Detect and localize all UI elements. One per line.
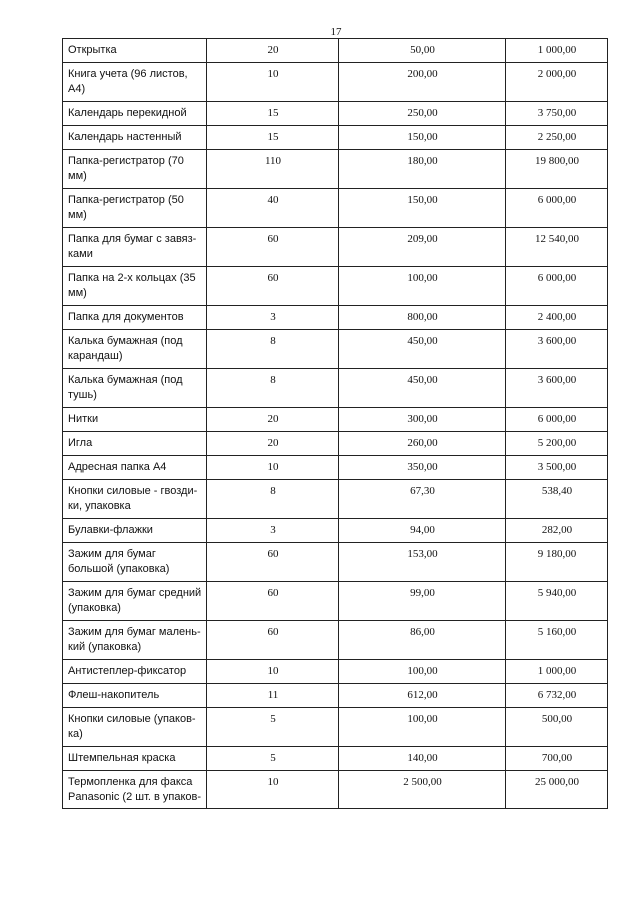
item-name-cell: Кнопки силовые - гвозди-ки, упаковка — [63, 480, 207, 519]
item-quantity-cell: 11 — [207, 684, 339, 708]
table-row — [63, 330, 608, 369]
item-price-cell: 800,00 — [339, 306, 506, 330]
items-table — [62, 38, 608, 809]
item-price-cell: 140,00 — [339, 747, 506, 771]
item-price-cell: 99,00 — [339, 582, 506, 621]
table-row — [63, 684, 608, 708]
item-price-cell: 153,00 — [339, 543, 506, 582]
item-total-cell: 3 750,00 — [506, 102, 608, 126]
item-name-cell: Флеш-накопитель — [63, 684, 207, 708]
item-quantity-cell: 20 — [207, 432, 339, 456]
item-quantity-cell: 60 — [207, 267, 339, 306]
item-price-cell: 612,00 — [339, 684, 506, 708]
item-total-cell: 2 000,00 — [506, 63, 608, 102]
item-price-cell: 260,00 — [339, 432, 506, 456]
item-total-cell: 6 732,00 — [506, 684, 608, 708]
item-total-cell: 282,00 — [506, 519, 608, 543]
table-row — [63, 621, 608, 660]
item-name-cell: Нитки — [63, 408, 207, 432]
item-name-cell: Зажим для бумаг средний (упаковка) — [63, 582, 207, 621]
item-quantity-cell: 3 — [207, 306, 339, 330]
item-quantity-cell: 60 — [207, 621, 339, 660]
item-total-cell: 9 180,00 — [506, 543, 608, 582]
table-row — [63, 228, 608, 267]
table-row — [63, 189, 608, 228]
page-number: 17 — [330, 26, 342, 38]
item-total-cell: 2 400,00 — [506, 306, 608, 330]
item-name-cell: Калька бумажная (под карандаш) — [63, 330, 207, 369]
item-quantity-cell: 5 — [207, 708, 339, 747]
table-row — [63, 747, 608, 771]
item-total-cell: 3 600,00 — [506, 330, 608, 369]
item-name-cell: Кнопки силовые (упаков-ка) — [63, 708, 207, 747]
item-total-cell: 19 800,00 — [506, 150, 608, 189]
item-price-cell: 300,00 — [339, 408, 506, 432]
item-quantity-cell: 8 — [207, 330, 339, 369]
item-price-cell: 450,00 — [339, 330, 506, 369]
item-price-cell: 150,00 — [339, 126, 506, 150]
item-name-cell: Папка-регистратор (50 мм) — [63, 189, 207, 228]
item-name-cell: Открытка — [63, 39, 207, 63]
table-row — [63, 582, 608, 621]
item-name-cell: Булавки-флажки — [63, 519, 207, 543]
table-row — [63, 708, 608, 747]
item-total-cell: 6 000,00 — [506, 189, 608, 228]
table-row — [63, 480, 608, 519]
item-price-cell: 200,00 — [339, 63, 506, 102]
item-name-cell: Термопленка для факса Panasonic (2 шт. в упаков- — [63, 771, 207, 809]
item-price-cell: 150,00 — [339, 189, 506, 228]
item-quantity-cell: 10 — [207, 63, 339, 102]
table-row — [63, 267, 608, 306]
item-name-cell: Антистеплер-фиксатор — [63, 660, 207, 684]
item-name-cell: Папка для бумаг с завяз-ками — [63, 228, 207, 267]
item-quantity-cell: 60 — [207, 228, 339, 267]
item-price-cell: 2 500,00 — [339, 771, 506, 809]
item-quantity-cell: 8 — [207, 369, 339, 408]
item-total-cell: 6 000,00 — [506, 408, 608, 432]
item-quantity-cell: 3 — [207, 519, 339, 543]
item-quantity-cell: 110 — [207, 150, 339, 189]
item-quantity-cell: 60 — [207, 543, 339, 582]
item-total-cell: 3 600,00 — [506, 369, 608, 408]
item-total-cell: 1 000,00 — [506, 660, 608, 684]
item-total-cell: 500,00 — [506, 708, 608, 747]
item-price-cell: 94,00 — [339, 519, 506, 543]
item-total-cell: 5 200,00 — [506, 432, 608, 456]
item-quantity-cell: 60 — [207, 582, 339, 621]
table-row — [63, 519, 608, 543]
item-quantity-cell: 40 — [207, 189, 339, 228]
item-price-cell: 100,00 — [339, 267, 506, 306]
item-quantity-cell: 10 — [207, 660, 339, 684]
item-total-cell: 12 540,00 — [506, 228, 608, 267]
item-price-cell: 450,00 — [339, 369, 506, 408]
item-price-cell: 350,00 — [339, 456, 506, 480]
item-total-cell: 5 160,00 — [506, 621, 608, 660]
table-row — [63, 432, 608, 456]
item-price-cell: 50,00 — [339, 39, 506, 63]
item-total-cell: 25 000,00 — [506, 771, 608, 809]
item-name-cell: Адресная папка А4 — [63, 456, 207, 480]
item-total-cell: 5 940,00 — [506, 582, 608, 621]
table-row — [63, 660, 608, 684]
table-row — [63, 126, 608, 150]
item-total-cell: 3 500,00 — [506, 456, 608, 480]
table-row — [63, 63, 608, 102]
item-price-cell: 180,00 — [339, 150, 506, 189]
table-row — [63, 771, 608, 809]
item-price-cell: 67,30 — [339, 480, 506, 519]
item-quantity-cell: 10 — [207, 456, 339, 480]
table-row — [63, 408, 608, 432]
item-price-cell: 100,00 — [339, 660, 506, 684]
item-price-cell: 100,00 — [339, 708, 506, 747]
item-quantity-cell: 5 — [207, 747, 339, 771]
item-name-cell: Игла — [63, 432, 207, 456]
item-name-cell: Штемпельная краска — [63, 747, 207, 771]
item-name-cell: Зажим для бумаг малень-кий (упаковка) — [63, 621, 207, 660]
items-table-body — [63, 39, 608, 809]
table-row — [63, 543, 608, 582]
table-row — [63, 150, 608, 189]
item-name-cell: Папка-регистратор (70 мм) — [63, 150, 207, 189]
table-row — [63, 456, 608, 480]
item-total-cell: 1 000,00 — [506, 39, 608, 63]
item-price-cell: 209,00 — [339, 228, 506, 267]
item-name-cell: Календарь перекидной — [63, 102, 207, 126]
table-row — [63, 306, 608, 330]
item-quantity-cell: 20 — [207, 408, 339, 432]
item-name-cell: Калька бумажная (под тушь) — [63, 369, 207, 408]
item-name-cell: Календарь настенный — [63, 126, 207, 150]
table-row — [63, 369, 608, 408]
item-quantity-cell: 15 — [207, 126, 339, 150]
item-price-cell: 86,00 — [339, 621, 506, 660]
item-name-cell: Папка для документов — [63, 306, 207, 330]
item-total-cell: 700,00 — [506, 747, 608, 771]
item-quantity-cell: 20 — [207, 39, 339, 63]
item-quantity-cell: 10 — [207, 771, 339, 809]
table-row — [63, 102, 608, 126]
item-total-cell: 2 250,00 — [506, 126, 608, 150]
item-name-cell: Книга учета (96 листов, А4) — [63, 63, 207, 102]
item-name-cell: Папка на 2-х кольцах (35 мм) — [63, 267, 207, 306]
item-quantity-cell: 15 — [207, 102, 339, 126]
item-total-cell: 538,40 — [506, 480, 608, 519]
item-name-cell: Зажим для бумаг большой (упаковка) — [63, 543, 207, 582]
table-row — [63, 39, 608, 63]
item-price-cell: 250,00 — [339, 102, 506, 126]
item-total-cell: 6 000,00 — [506, 267, 608, 306]
item-quantity-cell: 8 — [207, 480, 339, 519]
